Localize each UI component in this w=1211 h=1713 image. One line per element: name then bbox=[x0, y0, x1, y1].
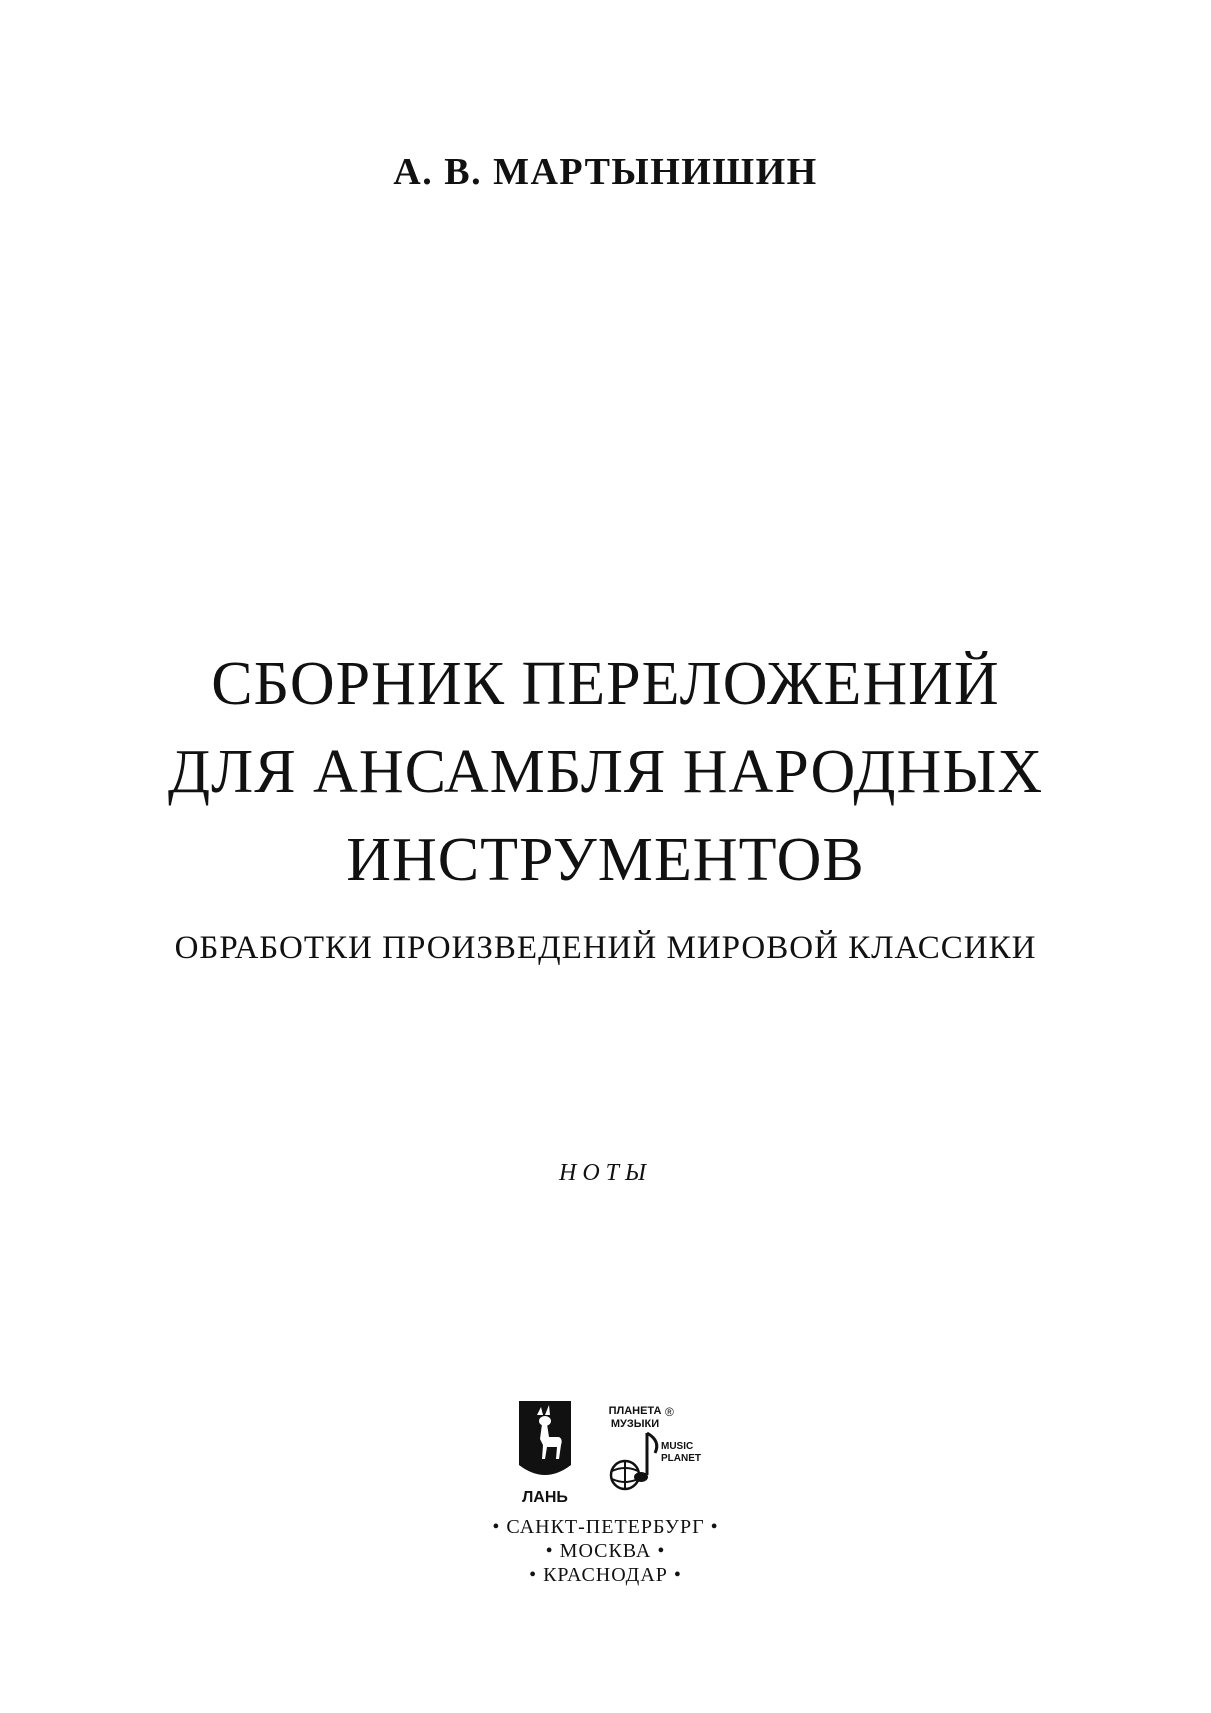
deer-icon bbox=[515, 1395, 575, 1487]
planet-muzyki-logo bbox=[605, 1405, 715, 1505]
planet-name-line-2: МУЗЫКИ bbox=[610, 1418, 660, 1430]
city-moscow: • МОСКВА • bbox=[545, 1540, 666, 1562]
planet-en-line-1: MUSIC bbox=[661, 1441, 694, 1452]
book-title bbox=[0, 640, 1211, 904]
book-subtitle: ОБРАБОТКИ ПРОИЗВЕДЕНИЙ МИРОВОЙ КЛАССИКИ bbox=[174, 930, 1037, 966]
title-line-1: СБОРНИК ПЕРЕЛОЖЕНИЙ bbox=[211, 650, 1000, 718]
title-line-3: ИНСТРУМЕНТОВ bbox=[346, 826, 865, 894]
planet-en-line-2: PLANET bbox=[661, 1453, 701, 1464]
publication-cities bbox=[0, 1515, 1211, 1587]
lan-label: ЛАНЬ bbox=[522, 1489, 568, 1506]
planet-english-name bbox=[661, 1441, 711, 1465]
publisher-logos bbox=[515, 1395, 705, 1510]
music-note-globe-icon bbox=[605, 1427, 665, 1497]
city-saint-petersburg: • САНКТ-ПЕТЕРБУРГ • bbox=[492, 1516, 719, 1538]
registered-mark: ® bbox=[665, 1405, 674, 1419]
lan-logo bbox=[515, 1395, 575, 1510]
title-line-2: ДЛЯ АНСАМБЛЯ НАРОДНЫХ bbox=[167, 738, 1044, 806]
planet-name-line-1: ПЛАНЕТА bbox=[608, 1405, 662, 1417]
city-krasnodar: • КРАСНОДАР • bbox=[529, 1564, 682, 1586]
genre-label: НОТЫ bbox=[559, 1160, 652, 1186]
author-name: А. В. МАРТЫНИШИН bbox=[393, 151, 818, 193]
